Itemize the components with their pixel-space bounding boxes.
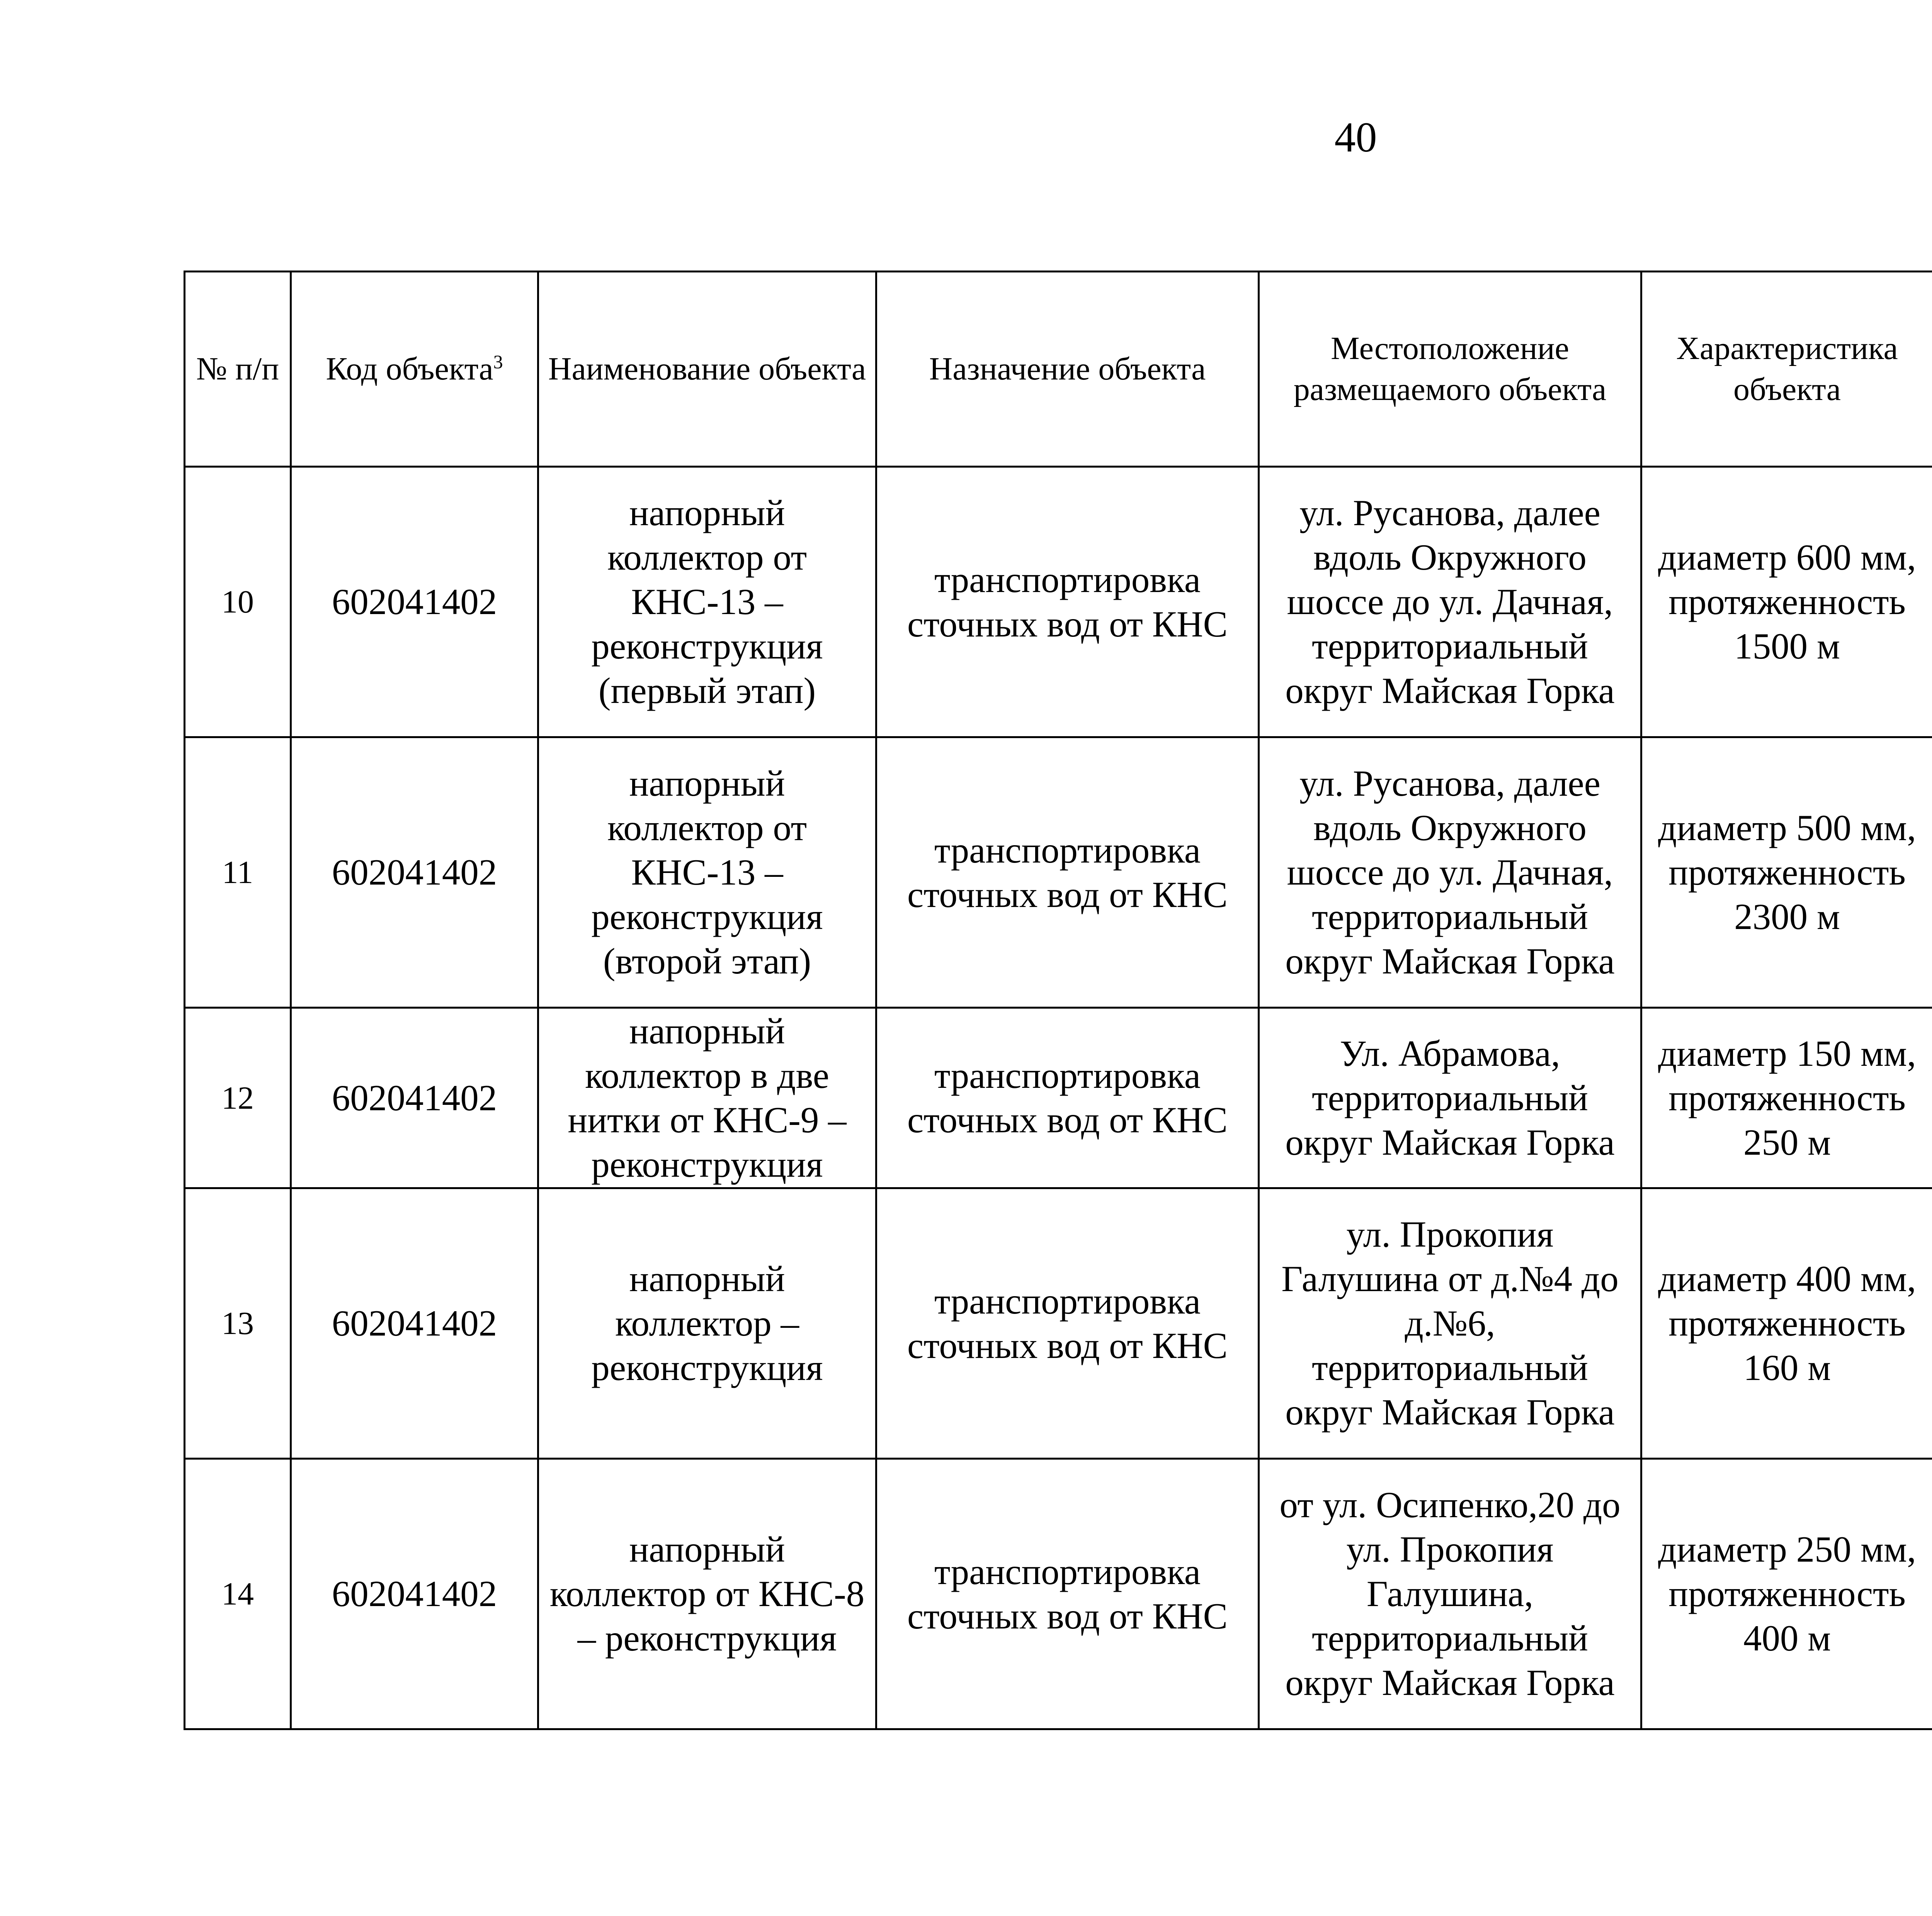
row-code: 602041402	[291, 737, 538, 1008]
row-num: 13	[185, 1188, 291, 1459]
row-num: 11	[185, 737, 291, 1008]
row-code: 602041402	[291, 1459, 538, 1729]
row-location: Ул. Абрамова, территориальный округ Майская Горка	[1259, 1008, 1641, 1188]
row-name: напорный коллектор в две нитки от КНС-9 – реконструкция	[538, 1008, 876, 1188]
header-characteristics: Характеристика объекта	[1641, 272, 1932, 467]
table-row	[185, 737, 1932, 1008]
table-row	[185, 467, 1932, 737]
header-location: Местоположение размещаемого объекта	[1259, 272, 1641, 467]
row-characteristics: диаметр 600 мм, протяженность 1500 м	[1641, 467, 1932, 737]
row-purpose: транспортировка сточных вод от КНС	[876, 737, 1259, 1008]
table-header-row	[185, 272, 1932, 467]
row-location: ул. Русанова, далее вдоль Окружного шоссе до ул. Дачная, территориальный округ Майская Горка	[1259, 467, 1641, 737]
row-name: напорный коллектор – реконструкция	[538, 1188, 876, 1459]
row-characteristics: диаметр 250 мм, протяженность 400 м	[1641, 1459, 1932, 1729]
row-code: 602041402	[291, 467, 538, 737]
row-location: от ул. Осипенко,20 до ул. Прокопия Галушина, территориальный округ Майская Горка	[1259, 1459, 1641, 1729]
table-row	[185, 1008, 1932, 1188]
row-characteristics: диаметр 400 мм, протяженность 160 м	[1641, 1188, 1932, 1459]
header-code	[291, 272, 538, 467]
header-name: Наименование объекта	[538, 272, 876, 467]
row-code: 602041402	[291, 1188, 538, 1459]
row-purpose: транспортировка сточных вод от КНС	[876, 467, 1259, 737]
header-num: № п/п	[185, 272, 291, 467]
row-purpose: транспортировка сточных вод от КНС	[876, 1008, 1259, 1188]
page-number: 40	[1334, 114, 1377, 161]
row-num: 10	[185, 467, 291, 737]
row-name: напорный коллектор от КНС-8 – реконструкция	[538, 1459, 876, 1729]
row-num: 12	[185, 1008, 291, 1188]
row-purpose: транспортировка сточных вод от КНС	[876, 1188, 1259, 1459]
row-num: 14	[185, 1459, 291, 1729]
row-purpose: транспортировка сточных вод от КНС	[876, 1459, 1259, 1729]
row-name: напорный коллектор от КНС-13 – реконструкция (второй этап)	[538, 737, 876, 1008]
table-row	[185, 1188, 1932, 1459]
row-characteristics: диаметр 500 мм, протяженность 2300 м	[1641, 737, 1932, 1008]
row-location: ул. Русанова, далее вдоль Окружного шоссе до ул. Дачная, территориальный округ Майская Горка	[1259, 737, 1641, 1008]
header-purpose: Назначение объекта	[876, 272, 1259, 467]
header-code-label: Код объекта	[326, 351, 493, 387]
row-location: ул. Прокопия Галушина от д.№4 до д.№6, территориальный округ Майская Горка	[1259, 1188, 1641, 1459]
objects-table	[184, 271, 1932, 1730]
row-code: 602041402	[291, 1008, 538, 1188]
table-row	[185, 1459, 1932, 1729]
row-characteristics: диаметр 150 мм, протяженность 250 м	[1641, 1008, 1932, 1188]
row-name: напорный коллектор от КНС-13 – реконструкция (первый этап)	[538, 467, 876, 737]
header-code-footnote: 3	[493, 351, 503, 373]
